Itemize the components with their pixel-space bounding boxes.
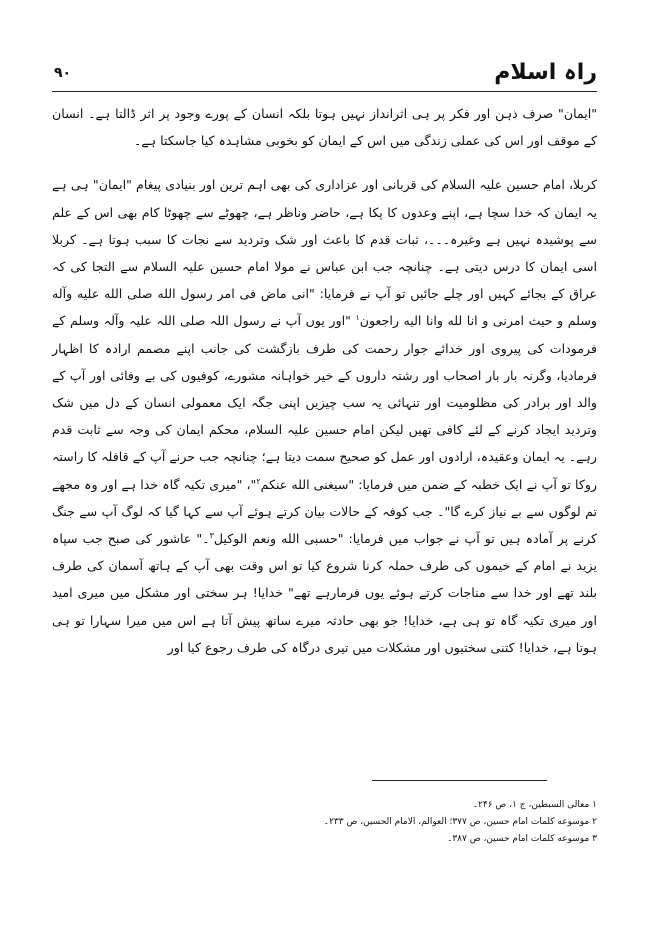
footnotes	[52, 797, 597, 848]
paragraph-2-part-a: کربلا، امام حسین علیہ السلام کی قربانی اور عزاداری کی بھی اہم ترین اور بنیادی پیغام "ایمان" ہی ہے یہ ایمان کہ خدا سچا ہے، اپنے وعدوں کا پکا ہے، حاضر وناظر ہے، چھوٹے سے چھوٹا کام بھی اس کے علم سے پوشیدہ نہیں ہے وغیرہ۔۔۔، ثبات قدم کا باعث اور شک وتردید سے نجات کا سبب ہوتا ہے۔ کربلا اسی ایمان کا درس دیتی ہے۔ چنانچہ جب ابن عباس نے مولا امام حسین علیہ السلام سے التجا کی کہ عراق کے بجائے کہیں اور چلے جائیں تو آپ نے فرمایا: "انی ماض فی امر رسول الله صلی الله علیه وآله وسلم و حیث امرنی و انا لله وانا الیه راجعون	[52, 177, 597, 329]
paragraph-2-part-d: ۔" عاشور کی صبح جب سپاہ یزید نے امام کے خیموں کی طرف حملہ کرنا شروع کیا تو اس وقت بھی آپ کے ہاتھ آسمان کی طرف بلند تھے اور خدا سے مناجات کرتے ہوئے یوں فرمارہے تھے" خدایا! ہر سختی اور مشکل میں میری امید اور میری تکیہ گاہ تو ہی ہے، خدایا! جو بھی حادثہ میرے ساتھ پیش آتا ہے اس میں میرا سہارا تو ہی ہوتا ہے، خدایا! کتنی سختیوں اور مشکلات میں تیری درگاہ کی طرف رجوع کیا اور	[52, 531, 597, 655]
footnote-3: ۳ موسوعه کلمات امام حسین، ص ۳۸۷۔	[447, 834, 597, 844]
footnote-ref-3: ۳	[209, 530, 214, 540]
main-text	[52, 100, 597, 661]
footnote-divider	[372, 780, 547, 781]
paragraph-1: "ایمان" صرف ذہن اور فکر پر ہی اثرانداز نہیں ہوتا بلکہ انسان کے پورے وجود پر اثر ڈالتا ہے۔ انسان کے موقف اور اس کی عملی زندگی میں اس کے ایمان کو بخوبی مشاہدہ کیا جاسکتا ہے۔	[52, 106, 597, 149]
page-number: ۹۰	[54, 65, 72, 81]
footnote-ref-2: ۲	[256, 476, 261, 486]
header-divider	[52, 91, 597, 92]
footnote-ref-1: ۱	[355, 313, 360, 323]
footnote-1: ۱ معالی السبطین، ج ۱، ص ۲۴۶۔	[472, 800, 597, 810]
footnote-2: ۲ موسوعه کلمات امام حسین، ص ۳۷۷؛ العوالم، الامام الحسین، ص ۲۳۳۔	[323, 817, 597, 827]
page-header	[52, 60, 597, 90]
paragraph-spacer	[52, 154, 597, 171]
running-title: راہ اسلام	[494, 60, 597, 85]
paragraph-2-part-c: "، "میری تکیہ گاہ خدا ہے اور وہ مجھے تم لوگوں سے بے نیاز کرے گا"۔ جب کوفہ کے حالات بیان کرتے ہوئے آپ سے کہا گیا کہ لوگ آپ سے جنگ کرنے پر آمادہ ہیں تو آپ نے جواب میں فرمایا: "حسبی الله ونعم الوکیل	[52, 476, 597, 547]
paragraph-2-part-b: "اور یوں آپ نے رسول اللہ صلی اللہ علیہ وآلہ وسلم کے فرمودات کی پیروی اور خدائے جوار رحمت کی طرف بازگشت کی جانب اپنے مصمم ارادہ کا اظہار فرمادیا، وگرنہ بار بار اصحاب اور رشتہ داروں کے خیر خواہانہ مشورے، کوفیوں کی بے وفائی اور آپ کے والد اور برادر کی مظلومیت اور تنہائی یہ سب چیزیں اپنی جگہ ایک معمولی انسان کے دل میں شک وتردید ایجاد کرنے کے لئے کافی تھیں لیکن امام حسین علیہ السلام، محکم ایمان کی وجہ سے ثابت قدم رہے۔ یہ ایمان وعقیدہ، ارادوں اور عمل کو صحیح سمت دیتا ہے؛ چنانچہ جب حرنے آپ کے قافلہ کا راستہ روکا تو آپ نے ایک خطبہ کے ضمن میں فرمایا: "سیغنی الله عنکم	[52, 313, 597, 492]
paragraph-2	[52, 171, 597, 661]
